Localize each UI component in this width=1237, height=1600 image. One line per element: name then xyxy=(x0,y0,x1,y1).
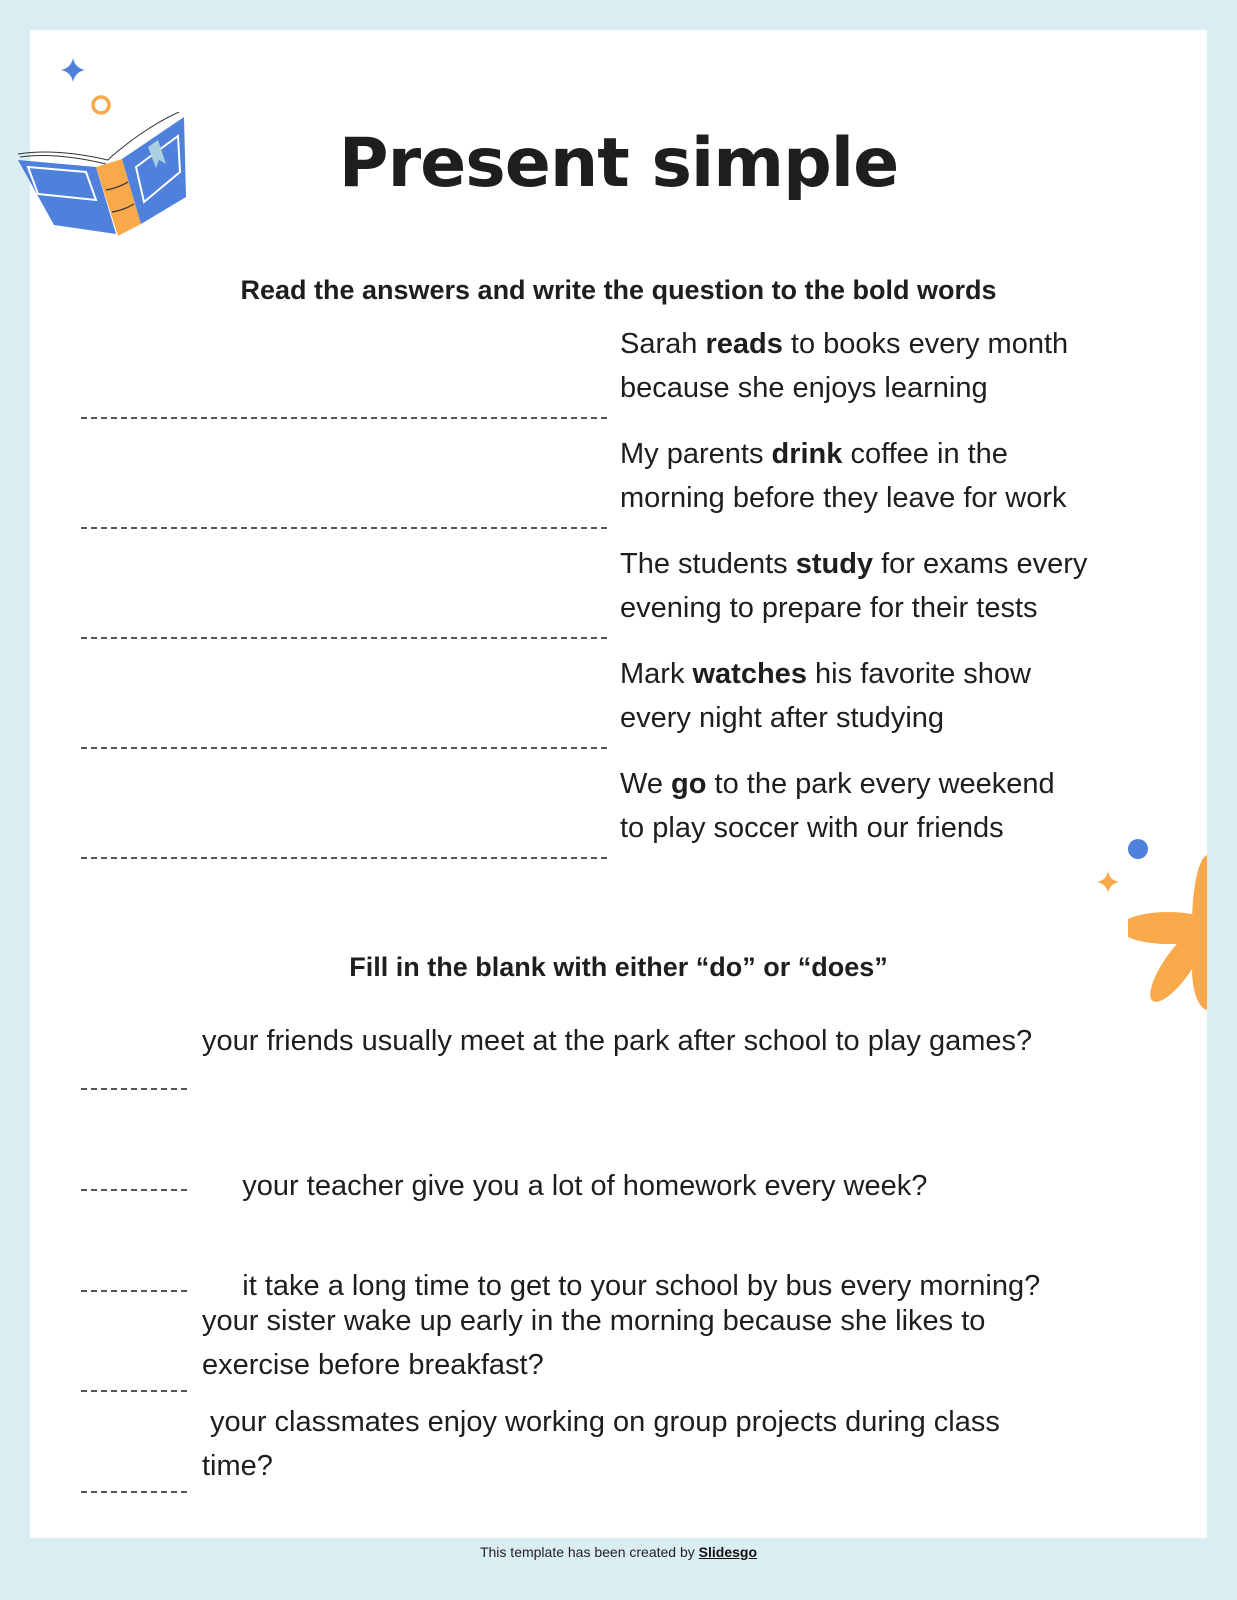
fill-blank-line-3[interactable] xyxy=(81,1290,187,1292)
bold-word: drink xyxy=(771,438,843,470)
answer-sentence-3: The students study for exams every evening to prepare for their tests xyxy=(620,548,1088,624)
sparkle-icon xyxy=(1096,870,1120,894)
fill-sentence-1: your friends usually meet at the park after school to play games? xyxy=(202,1025,1033,1057)
bold-word: reads xyxy=(705,328,783,360)
fill-blank-line-4[interactable] xyxy=(81,1390,187,1392)
answer-sentence-1: Sarah reads to books every month because she enjoys learning xyxy=(620,328,1069,404)
page-title: Present simple xyxy=(338,124,899,203)
bold-word: study xyxy=(795,548,874,580)
fill-blank-line-1[interactable] xyxy=(81,1088,187,1090)
sparkle-icon xyxy=(60,57,86,83)
question-answer-line-1[interactable] xyxy=(81,417,607,419)
section-1-instructions: Read the answers and write the question to the bold words xyxy=(240,275,997,305)
worksheet-page xyxy=(30,30,1207,1538)
answer-sentence-5: We go to the park every weekend to play soccer with our friends xyxy=(620,768,1055,844)
fill-sentence-5: your classmates enjoy working on group projects during class time? xyxy=(202,1406,1000,1482)
bold-word: go xyxy=(671,768,707,800)
answer-sentence-2: My parents drink coffee in the morning before they leave for work xyxy=(620,438,1067,514)
footer-credit: This template has been created by Slidesgo xyxy=(479,1544,758,1560)
question-answer-line-5[interactable] xyxy=(81,857,607,859)
fill-sentence-3: it take a long time to get to your school by bus every morning? xyxy=(234,1270,1041,1302)
slidesgo-link[interactable]: Slidesgo xyxy=(698,1544,758,1560)
answer-sentence-4: Mark watches his favorite show every night after studying xyxy=(620,658,1031,734)
bold-word: watches xyxy=(692,658,807,690)
section-2-instructions: Fill in the blank with either “do” or “does” xyxy=(349,952,888,982)
flower-icon xyxy=(1128,850,1207,1010)
fill-sentence-4: your sister wake up early in the morning because she likes to exercise before breakfast? xyxy=(202,1305,986,1381)
fill-blank-line-5[interactable] xyxy=(81,1491,187,1493)
question-answer-line-4[interactable] xyxy=(81,747,607,749)
fill-sentence-2: your teacher give you a lot of homework every week? xyxy=(234,1170,928,1202)
question-answer-line-3[interactable] xyxy=(81,637,607,639)
fill-blank-line-2[interactable] xyxy=(81,1189,187,1191)
question-answer-line-2[interactable] xyxy=(81,527,607,529)
